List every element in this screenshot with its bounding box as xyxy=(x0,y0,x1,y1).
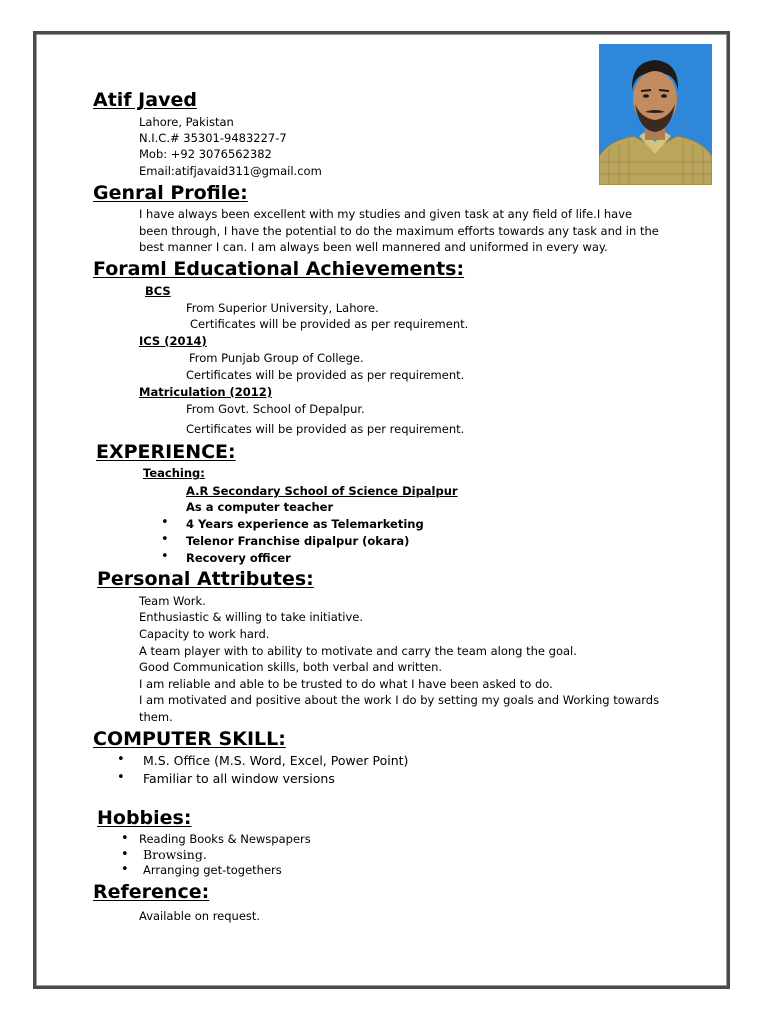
matric-from: From Govt. School of Depalpur. xyxy=(186,402,365,416)
person-portrait-icon xyxy=(599,44,712,185)
email-address: Email:atifjavaid311@gmail.com xyxy=(139,164,322,178)
attribute-line: I am motivated and positive about the work I do by setting my goals and Working towards xyxy=(139,693,660,707)
profile-photo xyxy=(599,44,712,185)
experience-item: Recovery officer xyxy=(186,551,291,565)
bullet-icon: • xyxy=(121,847,129,862)
experience-item: Telenor Franchise dipalpur (okara) xyxy=(186,534,410,548)
experience-item: 4 Years experience as Telemarketing xyxy=(186,517,424,531)
education-heading: Foraml Educational Achievements: xyxy=(93,258,465,280)
bullet-icon: • xyxy=(121,831,129,846)
ics-cert: Certificates will be provided as per requirement. xyxy=(186,368,465,382)
bullet-icon: • xyxy=(117,770,125,785)
computer-skill-heading: COMPUTER SKILL: xyxy=(93,728,286,750)
bcs-cert: Certificates will be provided as per requirement. xyxy=(190,317,469,331)
computer-skill-item: M.S. Office (M.S. Word, Excel, Power Point) xyxy=(143,753,409,768)
bullet-icon: • xyxy=(161,515,169,530)
ics-from: From Punjab Group of College. xyxy=(189,351,364,365)
bullet-icon: • xyxy=(117,752,125,767)
computer-skill-item: Familiar to all window versions xyxy=(143,771,335,786)
bullet-icon: • xyxy=(121,862,129,877)
hobbies-heading: Hobbies: xyxy=(97,807,192,829)
candidate-name: Atif Javed xyxy=(93,89,197,111)
general-profile-text: I have always been excellent with my studies and given task at any field of life.I have been through, I have the potential to do the maximum efforts towards any task and in the best manner I can. I am always been well mannered and uniformed in every way. xyxy=(139,207,659,254)
attribute-line: Team Work. xyxy=(139,594,206,608)
general-profile-heading: Genral Profile: xyxy=(93,182,248,204)
reference-text: Available on request. xyxy=(139,909,261,923)
teacher-role: As a computer teacher xyxy=(186,500,334,514)
teaching-label: Teaching: xyxy=(143,466,205,480)
attribute-line: Enthusiastic & willing to take initiative. xyxy=(139,610,364,624)
experience-heading: EXPERIENCE: xyxy=(96,441,236,463)
attribute-line: Capacity to work hard. xyxy=(139,627,270,641)
attribute-line: Good Communication skills, both verbal and written. xyxy=(139,660,443,674)
reference-heading: Reference: xyxy=(93,881,210,903)
hobby-item: Arranging get-togethers xyxy=(143,863,282,877)
attribute-line: I am reliable and able to be trusted to do what I have been asked to do. xyxy=(139,677,553,691)
attribute-line: them. xyxy=(139,710,173,724)
hobby-item: Reading Books & Newspapers xyxy=(139,832,311,846)
nic-number: N.I.C.# 35301-9483227-7 xyxy=(139,131,287,145)
bullet-icon: • xyxy=(161,532,169,547)
attribute-line: A team player with to ability to motivate and carry the team along the goal. xyxy=(139,644,577,658)
matric-cert: Certificates will be provided as per requirement. xyxy=(186,422,465,436)
mobile-number: Mob: +92 3076562382 xyxy=(139,147,272,161)
ics-title: ICS (2014) xyxy=(139,334,207,348)
matric-title: Matriculation (2012) xyxy=(139,385,273,399)
bcs-from: From Superior University, Lahore. xyxy=(186,301,379,315)
personal-attributes-heading: Personal Attributes: xyxy=(97,568,314,590)
hobby-item: Browsing. xyxy=(143,847,207,862)
school-name: A.R Secondary School of Science Dipalpur xyxy=(186,484,458,498)
address: Lahore, Pakistan xyxy=(139,115,234,129)
bcs-title: BCS xyxy=(145,284,171,298)
bullet-icon: • xyxy=(161,549,169,564)
